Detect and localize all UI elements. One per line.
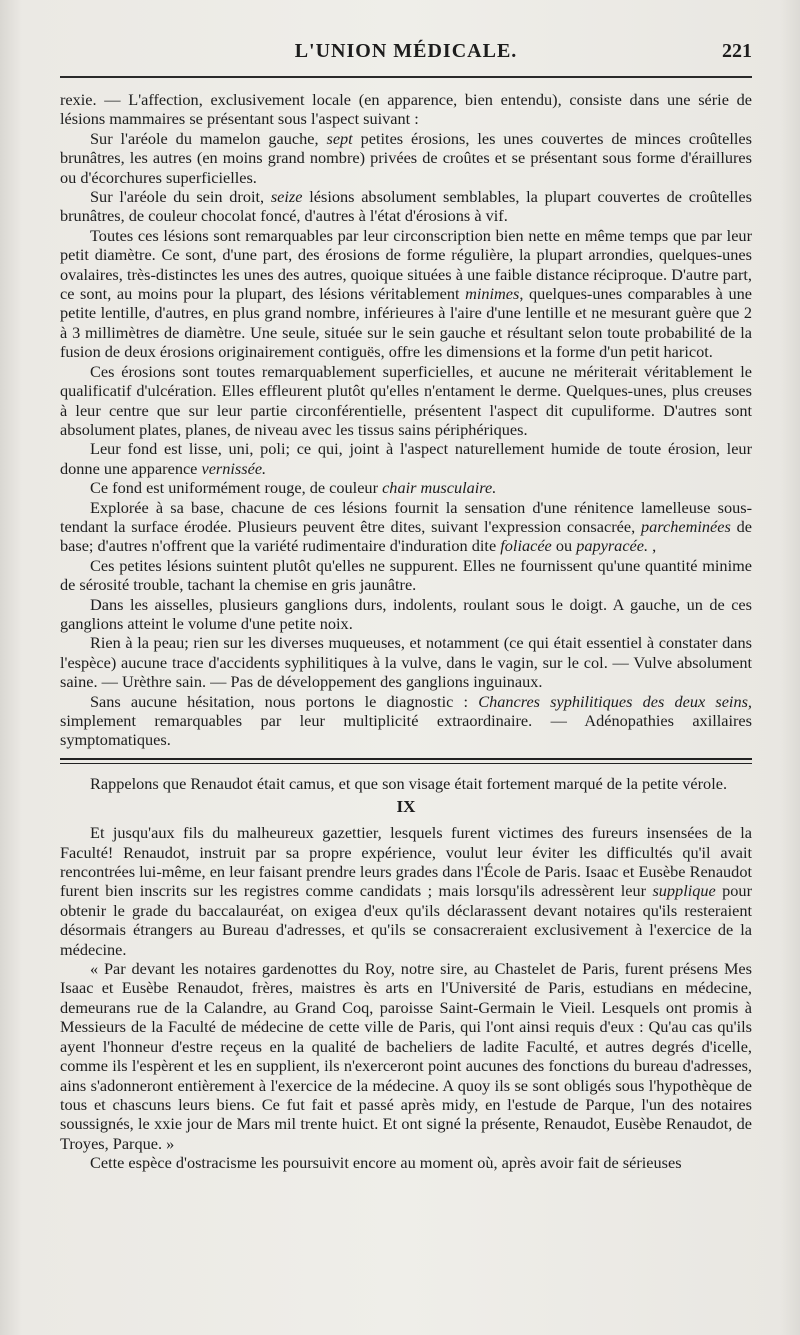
paragraph: Cette espèce d'ostracisme les poursuivit encore au moment où, après avoir fait de sérieuses (90, 1153, 682, 1173)
paragraph: Toutes ces lésions sont remarquables par leur circonscription bien nette en même temps que par leur petit diamètre. Ce sont, d'une part, des érosions de forme régulière, la plupart arrondies, quelques-unes ovalaires, très-distinctes les unes des autres, quoique situées à une faible distance réciproque. D'autre part, ce sont, au moins pour la plupart, des lésions véritablement minimes, quelques-unes comparables à une petite lentille, d'autres, en plus grand nombre, inférieures à l'aire d'une lentille et ne mesurant guère que 2 à 3 millimètres de diamètre. Une seule, située sur le sein gauche et résultant selon toute probabilité de la fusion de deux érosions originairement contiguës, offre les dimensions et la forme d'un petit haricot. (60, 225, 752, 362)
paragraph: Ces petites lésions suintent plutôt qu'elles ne suppurent. Elles ne fournissent qu'une quantité minime de sérosité trouble, tachant la chemise en gris jaunâtre. (60, 555, 752, 595)
paragraph: Sans aucune hésitation, nous portons le diagnostic : Chancres syphilitiques des deux seins, simplement remarquables par leur multiplicité extraordinaire. — Adénopathies axillaires symptomatiques. (60, 691, 752, 750)
paragraph: Rappelons que Renaudot était camus, et que son visage était fortement marqué de la petite vérole. (90, 773, 728, 793)
paragraph: Et jusqu'aux fils du malheureux gazettier, lesquels furent victimes des fureurs insensées de la Faculté! Renaudot, instruit par sa propre expérience, voulut leur éviter les difficultés qu'il avait rencontrées lui-même, en leur faisant prendre leurs grades dans l'École de Paris. Isaac et Eusèbe Renaudot furent bien inscrits sur les registres comme candidats ; mais lorsqu'ils adressèrent leur supplique pour obtenir le grade du baccalauréat, on exigea d'eux qu'ils déclarassent devant notaires qu'ils resteraient désormais étrangers au Bureau d'adresses, et qu'ils se consacreraient exclusivement à l'exercice de la médecine. (60, 823, 752, 959)
paragraph: Rien à la peau; rien sur les diverses muqueuses, et notamment (ce qui était essentiel à constater dans l'espèce) aucune trace d'accidents syphilitiques à la vulve, dans le vagin, sur le col. — Vulve absolument saine. — Urèthre sain. — Pas de développement des ganglions inguinaux. (60, 633, 752, 692)
paragraph: Ces érosions sont toutes remarquablement superficielles, et aucune ne mériterait véritablement le qualificatif d'ulcération. Elles effleurent plutôt qu'elles n'entament le derme. Quelques-unes, plus creuses à leur centre que sur leur partie circonférentielle, présentent l'aspect dit cupuliforme. D'autres sont absolument plates, planes, de niveau avec les tissus sains périphériques. (60, 361, 752, 439)
header-rule (60, 76, 752, 78)
paragraph: Sur l'aréole du sein droit, seize lésions absolument semblables, la plupart couvertes de croûtelles brunâtres, de couleur chocolat foncé, d'autres à l'état d'érosions à vif. (60, 187, 752, 226)
paragraph: Dans les aisselles, plusieurs ganglions durs, indolents, roulant sous le doigt. A gauche, un de ces ganglions atteint le volume d'une petite noix. (60, 594, 752, 633)
running-title: L'UNION MÉDICALE. (294, 40, 518, 62)
section-divider (60, 758, 752, 764)
paragraph: Leur fond est lisse, uni, poli; ce qui, joint à l'aspect naturellement humide de toute érosion, leur donne une apparence vernissée. (60, 439, 752, 478)
section-number: IX (396, 797, 416, 817)
paragraph: Sur l'aréole du mamelon gauche, sept petites érosions, les unes couvertes de minces croûtelles brunâtres, les autres (en moins grand nombre) privées de croûtes et se présentant sous forme d'éraillures ou d'écorchures superficielles. (60, 128, 752, 187)
page-number: 221 (722, 40, 752, 62)
quoted-act: « Par devant les notaires gardenottes du Roy, notre sire, au Chastelet de Paris, furent présens Mes Isaac et Eusèbe Renaudot, frères, maistres ès arts en l'Université de Paris, estudians en médecine, demeurans rue de la Calandre, au Grand Coq, paroisse Saint-Germain le Vieil. Lesquels ont promis à Messieurs de la Faculté de médecine de cette ville de Paris, qui l'ont ainsi requis d'eux : Qu'au cas qu'ils ayent l'honneur d'estre reçeus en la qualité de bacheliers de ladite Faculté, et autres degrés d'icelle, comme ils l'espèrent et les en supplient, ils n'exerceront point aucunes des fonctions du bureau d'adresses, ains s'adonneront entièrement à l'exercice de la médecine. A quoy ils se sont obligés sous l'hypothèque de tous et chascuns leurs biens. Ce fut fait et passé après midy, en l'estude de Parque, l'un des notaires soussignés, le xxie jour de Mars mil trente huict. Et ont signé la présente, Renaudot, Eusèbe Renaudot, de Troyes, Parque. » (60, 959, 752, 1153)
paragraph: Explorée à sa base, chacune de ces lésions fournit la sensation d'une rénitence lamelleuse sous-tendant la surface érodée. Plusieurs peuvent être dites, suivant l'expression consacrée, parcheminées de base; d'autres n'offrent que la variété rudimentaire d'induration dite foliacée ou papyracée. , (60, 497, 752, 556)
paragraph: rexie. — L'affection, exclusivement locale (en apparence, bien entendu), consiste dans une série de lésions mammaires se présentant sous l'aspect suivant : (60, 90, 752, 129)
paragraph: Ce fond est uniformément rouge, de couleur chair musculaire. (90, 478, 497, 498)
page-header (60, 40, 752, 70)
